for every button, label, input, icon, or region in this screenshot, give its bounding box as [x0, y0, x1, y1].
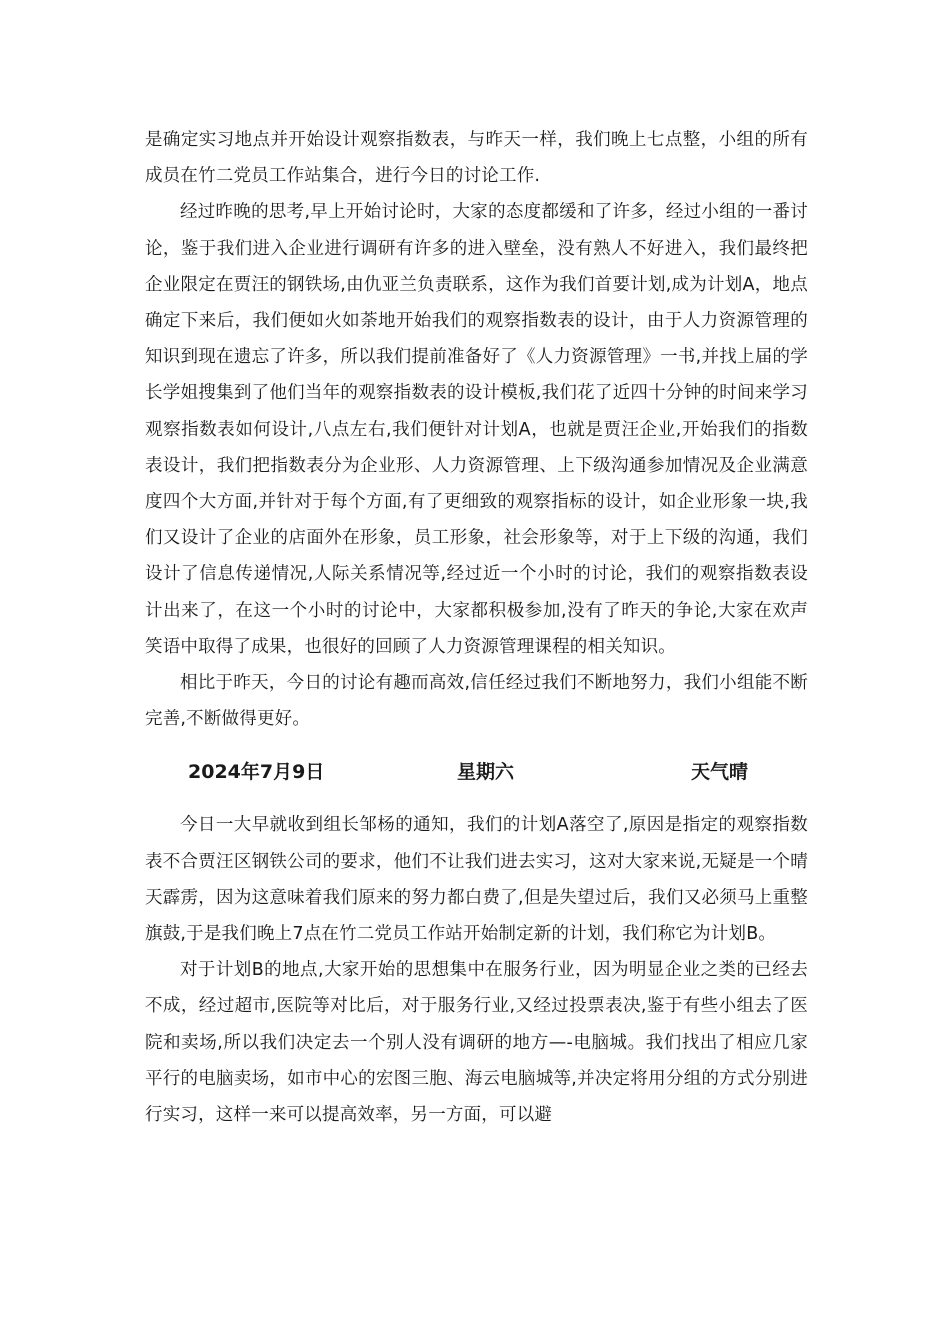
diary-weekday: 星期六 [457, 761, 515, 784]
paragraph-4: 今日一大早就收到组长邹杨的通知，我们的计划A落空了,原因是指定的观察指数表不合贾汪区钢铁公司的要求，他们不让我们进去实习，这对大家来说,无疑是一个晴天霹雳，因为这意味着我们原来的努力都白费了,但是失望过后，我们又必须马上重整旗鼓,于是我们晚上7点在竹二党员工作站开始制定新的计划，我们称它为计划B。 [145, 815, 808, 945]
diary-date-heading [145, 737, 808, 807]
paragraph-3: 相比于昨天，今日的讨论有趣而高效,信任经过我们不断地努力，我们小组能不断完善,不断做得更好。 [145, 673, 808, 730]
diary-weather: 天气晴 [691, 761, 749, 784]
paragraph-5: 对于计划B的地点,大家开始的思想集中在服务行业，因为明显企业之类的已经去不成，经过超市,医院等对比后，对于服务行业,又经过投票表决,鉴于有些小组去了医院和卖场,所以我们决定去一个别人没有调研的地方—-电脑城。我们找出了相应几家平行的电脑卖场，如市中心的宏图三胞、海云电脑城等,并决定将用分组的方式分别进行实习，这样一来可以提高效率，另一方面，可以避 [145, 960, 808, 1126]
paragraph-2: 经过昨晚的思考,早上开始讨论时，大家的态度都缓和了许多，经过小组的一番讨论，鉴于我们进入企业进行调研有许多的进入壁垒，没有熟人不好进入，我们最终把企业限定在贾汪的钢铁场,由仇亚兰负责联系，这作为我们首要计划,成为计划A，地点确定下来后，我们便如火如荼地开始我们的观察指数表的设计，由于人力资源管理的知识到现在遗忘了许多，所以我们提前准备好了《人力资源管理》一书,并找上届的学长学姐搜集到了他们当年的观察指数表的设计模板,我们花了近四十分钟的时间来学习观察指数表如何设计,八点左右,我们便针对计划A，也就是贾汪企业,开始我们的指数表设计，我们把指数表分为企业形、人力资源管理、上下级沟通参加情况及企业满意度四个大方面,并针对于每个方面,有了更细致的观察指标的设计，如企业形象一块,我们又设计了企业的店面外在形象，员工形象，社会形象等，对于上下级的沟通，我们设计了信息传递情况,人际关系情况等,经过近一个小时的讨论，我们的观察指数表设计出来了，在这一个小时的讨论中，大家都积极参加,没有了昨天的争论,大家在欢声笑语中取得了成果，也很好的回顾了人力资源管理课程的相关知识。 [145, 202, 808, 657]
diary-date: 2024年7月9日 [188, 761, 325, 784]
document-body [145, 122, 808, 1133]
paragraph-1: 是确定实习地点并开始设计观察指数表，与昨天一样，我们晚上七点整，小组的所有成员在竹二党员工作站集合，进行今日的讨论工作. [145, 130, 808, 187]
